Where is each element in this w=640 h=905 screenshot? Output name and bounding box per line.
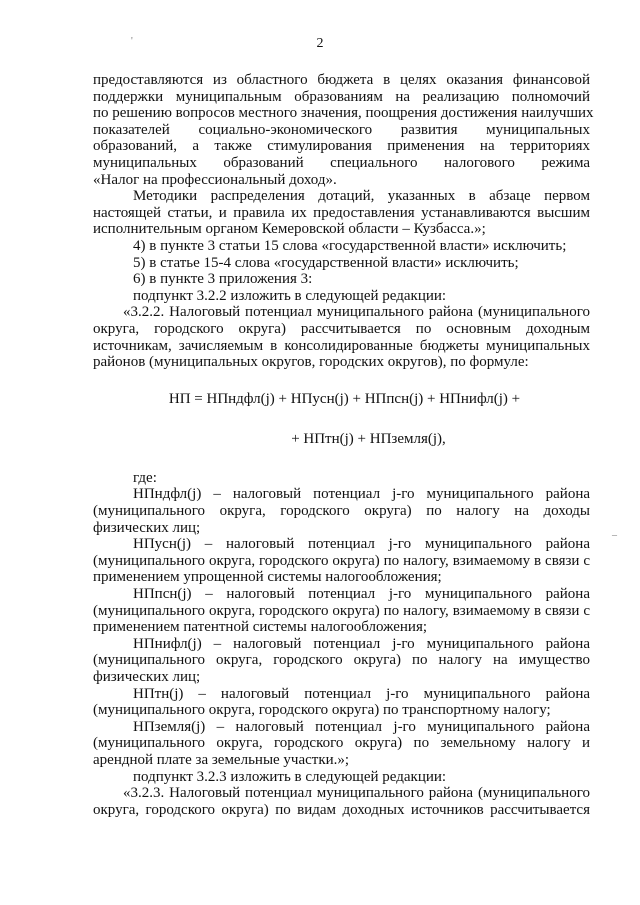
text-line: физических лиц;: [93, 669, 201, 685]
margin-tick-top: ': [131, 36, 133, 47]
paragraph-block-1: [93, 72, 594, 371]
text-line: НПусн(j) – налоговый потенциал j-го муниципального района: [133, 536, 590, 553]
text-line: НПпсн(j) – налоговый потенциал j-го муниципального района: [133, 586, 590, 603]
text-line: НПземля(j) – налоговый потенциал j-го муниципального района: [133, 718, 590, 735]
text-line: «3.2.2. Налоговый потенциал муниципального района (муниципального: [123, 304, 590, 321]
text-line: образований, а также стимулирования применения на территориях: [93, 138, 590, 155]
document-body: [93, 72, 594, 818]
text-line: округа, городского округа) по видам доходных источников рассчитывается: [93, 801, 590, 818]
text-line: (муниципального округа, городского округа) по налогу, взимаемому в связи с: [93, 602, 590, 619]
text-line: физических лиц;: [93, 519, 201, 536]
page-number: 2: [316, 36, 324, 51]
text-line: подпункт 3.2.3 изложить в следующей редакции:: [133, 768, 447, 785]
text-line: подпункт 3.2.2 изложить в следующей редакции:: [133, 287, 447, 304]
text-line: (муниципального округа, городского округа) по земельному налогу и: [93, 735, 590, 752]
text-line: районов (муниципальных округов, городских округов), по формуле:: [93, 354, 529, 371]
text-line: округа, городского округа) рассчитывается по основным доходным: [93, 320, 590, 337]
text-line: 4) в пункте 3 статьи 15 слова «государственной власти» исключить;: [133, 237, 567, 254]
text-line: исполнительным органом Кемеровской области – Кузбасса.»;: [93, 221, 486, 238]
text-line: 6) в пункте 3 приложения 3:: [133, 271, 313, 288]
text-line: где:: [133, 469, 157, 486]
text-line: по решению вопросов местного значения, поощрения достижения наилучших: [93, 105, 594, 122]
text-line: «Налог на профессиональный доход».: [93, 171, 337, 188]
formula-line-1: НП = НПндфл(j) + НПусн(j) + НПпсн(j) + НПнифл(j) +: [168, 390, 521, 407]
text-line: арендной плате за земельные участки.»;: [93, 751, 350, 768]
text-line: НПнифл(j) – налоговый потенциал j-го муниципального района: [133, 635, 590, 652]
text-line: НПтн(j) – налоговый потенциал j-го муниципального района: [133, 685, 590, 702]
text-line: применением патентной системы налогообложения;: [93, 619, 428, 636]
formula-line-2: + НПтн(j) + НПземля(j),: [291, 431, 446, 448]
text-line: настоящей статьи, и правила их предоставления устанавливаются высшим: [93, 204, 590, 221]
text-line: (муниципального округа, городского округа) по транспортному налогу;: [93, 702, 551, 719]
margin-tick-side: –: [612, 530, 617, 541]
text-line: 5) в статье 15-4 слова «государственной власти» исключить;: [133, 254, 519, 271]
spacer: [93, 448, 590, 470]
text-line: (муниципального округа, городского округа) по налогу на доходы: [93, 503, 590, 520]
text-line: Методики распределения дотаций, указанных в абзаце первом: [133, 188, 590, 205]
text-line: (муниципального округа, городского округа) по налогу на имущество: [93, 652, 590, 669]
text-line: предоставляются из областного бюджета в целях оказания финансовой: [93, 72, 590, 88]
text-line: (муниципального округа, городского округа) по налогу, взимаемому в связи с: [93, 552, 590, 569]
text-line: муниципальных образований специального налогового режима: [93, 154, 590, 171]
text-line: «3.2.3. Налоговый потенциал муниципального района (муниципального: [123, 785, 590, 802]
text-line: применением упрощенной системы налогообложения;: [93, 569, 442, 586]
paragraph-block-2: [93, 470, 590, 818]
text-line: поддержки муниципальным образованиям на реализацию полномочий: [93, 88, 590, 105]
text-line: показателей социально-экономического развития муниципальных: [93, 121, 590, 138]
text-line: источникам, зачисляемым в консолидированные бюджеты муниципальных: [93, 337, 590, 354]
text-line: НПндфл(j) – налоговый потенциал j-го муниципального района: [133, 486, 590, 503]
